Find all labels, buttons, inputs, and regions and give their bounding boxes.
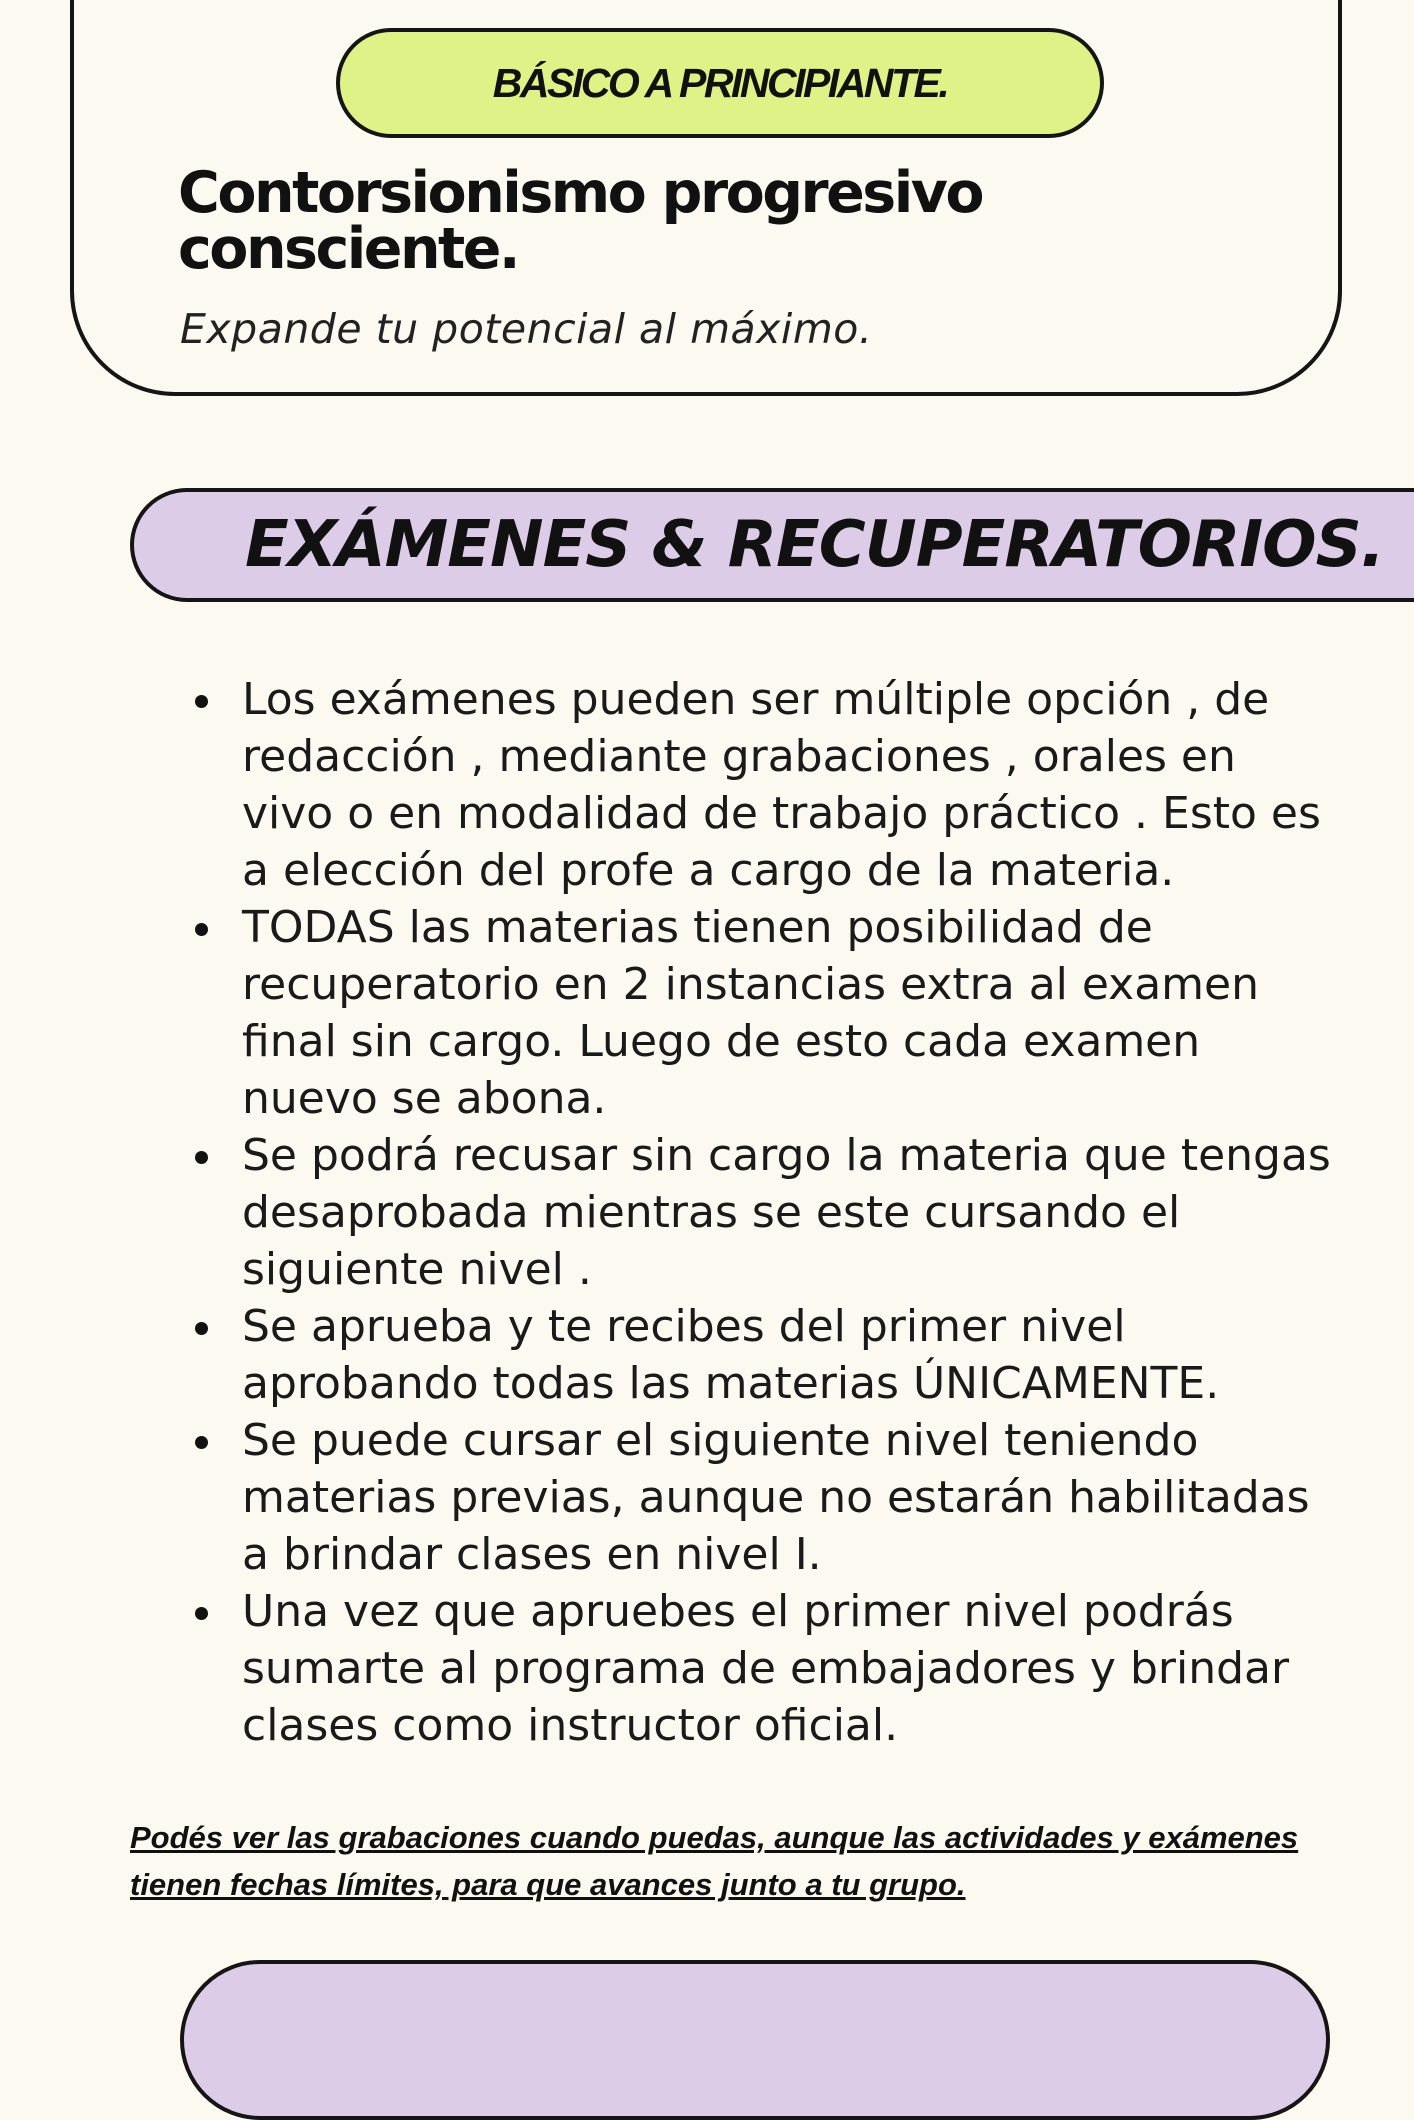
list-item-text: Una vez que apruebes el primer nivel podrás sumarte al programa de embajadores y brindar clases como instructor oficial. bbox=[242, 1586, 1290, 1751]
list-item bbox=[190, 1583, 1340, 1754]
bullet-dot-icon bbox=[195, 1151, 208, 1164]
list-item bbox=[190, 671, 1340, 899]
list-item bbox=[190, 1298, 1340, 1412]
course-subtitle: Expande tu potencial al máximo. bbox=[180, 305, 873, 353]
bullet-dot-icon bbox=[195, 695, 208, 708]
list-item-text: Se puede cursar el siguiente nivel teniendo materias previas, aunque no estarán habilitadas a brindar clases en nivel I. bbox=[242, 1415, 1310, 1580]
bullet-dot-icon bbox=[195, 1322, 208, 1335]
bullet-dot-icon bbox=[195, 923, 208, 936]
level-badge: BÁSICO A PRINCIPIANTE. bbox=[336, 28, 1104, 138]
list-item-text: Se aprueba y te recibes del primer nivel aprobando todas las materias ÚNICAMENTE. bbox=[242, 1301, 1220, 1409]
list-item-text: Los exámenes pueden ser múltiple opción , de redacción , mediante grabaciones , orales en vivo o en modalidad de trabajo práctico . Esto es a elección del profe a cargo de la materia. bbox=[242, 674, 1321, 896]
next-section-banner bbox=[180, 1960, 1330, 2120]
list-item bbox=[190, 899, 1340, 1127]
bullet-dot-icon bbox=[195, 1436, 208, 1449]
recordings-note: Podés ver las grabaciones cuando puedas, aunque las actividades y exámenes tienen fechas límites, para que avances junto a tu grupo. bbox=[130, 1820, 1299, 1902]
bullet-dot-icon bbox=[195, 1607, 208, 1620]
list-item bbox=[190, 1127, 1340, 1298]
section-title: EXÁMENES & RECUPERATORIOS. bbox=[245, 508, 1384, 582]
course-title: Contorsionismo progresivo consciente. bbox=[178, 160, 983, 282]
list-item-text: TODAS las materias tienen posibilidad de recuperatorio en 2 instancias extra al examen final sin cargo. Luego de esto cada examen nuevo se abona. bbox=[242, 902, 1259, 1124]
exam-rules-list bbox=[190, 671, 1340, 1754]
list-item-text: Se podrá recusar sin cargo la materia que tengas desaprobada mientras se este cursando el siguiente nivel . bbox=[242, 1130, 1331, 1295]
list-item bbox=[190, 1412, 1340, 1583]
